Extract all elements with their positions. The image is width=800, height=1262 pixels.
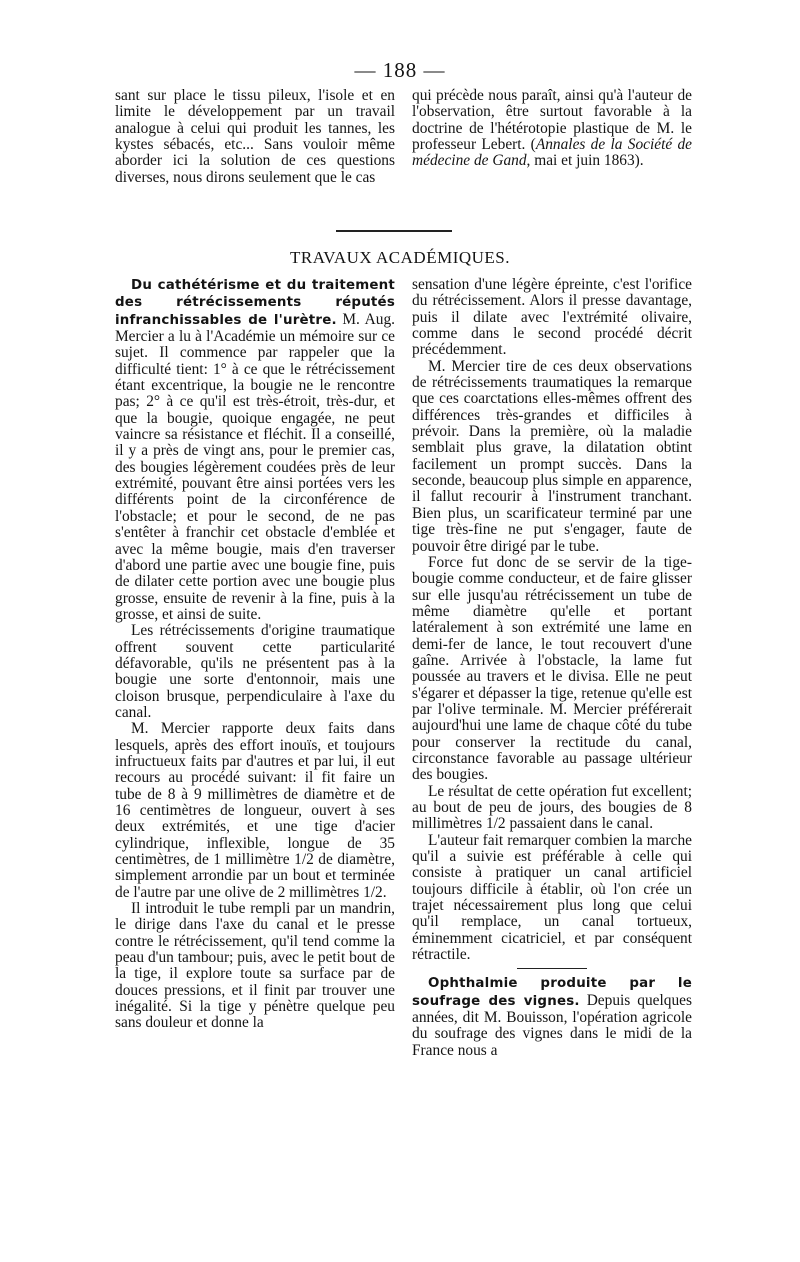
second-article-text: Depuis quelques années, dit M. Bouisson, l'opération agricole du soufrage des vignes dans le midi de la France nous a <box>412 991 692 1059</box>
citation-journal: Annales de la Société de médecine de Gand <box>412 136 692 170</box>
article-divider <box>517 968 587 969</box>
article-paragraph-4: Il introduit le tube rempli par un mandrin, le dirige dans l'axe du canal et le presse contre le rétrécissement, qu'il tend comme la peau d'un tambour; puis, avec le petit bout de la tige, il explore toute sa surface par de douces pressions, et il finit par trouver une inégalité. Si la tige y pénètre quelque peu sans douleur et donne la <box>115 900 395 1032</box>
top-right-paragraph <box>412 88 692 170</box>
article-paragraph-7: Force fut donc de se servir de la tige-bougie comme conducteur, et de faire glisser sur elle jusqu'au rétrécissement un tube de même diamètre qu'elle et portant latéralement à son extrémité une lame en demi-fer de lance, le tout recouvert d'une gaîne. Arrivée à l'obstacle, la lame fut poussée au travers et le divisa. Elle ne peut s'égarer et dépasser la tige, retenue qu'elle est par l'olive terminale. M. Mercier préférerait aujourd'hui une lame de chaque côté du tube pour conserver la rectitude du canal, circonstance favorable au passage ultérieur des bougies. <box>412 553 692 784</box>
citation-date: , mai et juin 1863). <box>526 152 644 170</box>
top-right-column <box>412 88 692 170</box>
article-paragraph-3: M. Mercier rapporte deux faits dans lesquels, après des effort inouïs, et toujours infructueux faits par d'autres et par lui, il eut recours au procédé suivant: il fit faire un tube de 8 à 9 millimètres de diamètre et de 16 centimètres de longueur, ouvert à ses deux extrémités, et une tige d'acier cylindrique, inflexible, longue de 35 centimètres, de 1 millimètre 1/2 de diamètre, simplement arrondie par un bout et terminée de l'autre par une olive de 2 millimètres 1/2. <box>115 720 395 901</box>
article-intro-paragraph <box>115 277 395 623</box>
article-paragraph-2: Les rétrécissements d'origine traumatique offrent souvent cette particularité défavorable, qu'ils ne présentent pas à la bougie une sorte d'entonnoir, mais une cloison brusque, perpendiculaire à l'axe du canal. <box>115 622 395 721</box>
section-heading: TRAVAUX ACADÉMIQUES. <box>289 248 510 267</box>
top-left-text: sant sur place le tissu pileux, l'isole et en limite le développement par un travail analogue à celui qui produit les tannes, les kystes sébacés, etc... Sans vouloir même aborder ici la solution de ces questions diverses, nous dirons seulement que le cas <box>115 87 395 186</box>
article-paragraph-9: L'auteur fait remarquer combien la marche qu'il a suivie est préférable à celle qui consiste à pratiquer un canal artificiel toujours difficile à établir, où l'on crée un trajet nécessairement plus long que celui qu'il remplace, un canal tortueux, éminemment cicatriciel, et par conséquent rétractile. <box>412 831 692 964</box>
article-title: Du cathétérisme et du traitement des rétrécissements réputés infranchissables de l'urètre. <box>115 278 395 328</box>
top-right-text: qui précède nous paraît, ainsi qu'à l'auteur de l'observation, être surtout favorable à la doctrine de l'hétérotopie plastique de M. le professeur Lebert. ( <box>412 87 692 154</box>
section-divider <box>336 230 452 232</box>
article-left-column <box>115 277 395 1032</box>
page-number: — 188 — <box>354 58 446 82</box>
article-paragraph-6: M. Mercier tire de ces deux observations de rétrécissements traumatiques la remarque que ces coarctations elles-mêmes offrent des différences très-grandes et difficiles à prévoir. Dans la première, où la maladie semblait plus grave, la dilatation obtint facilement un prompt succès. Dans la seconde, beaucoup plus simple en apparence, il fallut recourir à l'instrument tranchant. Bien plus, un scarificateur terminé par une tige très-fine ne put s'engager, faute de pouvoir être dirigé par le tube. <box>412 357 692 555</box>
second-article-paragraph <box>412 975 692 1059</box>
article-paragraph-5: sensation d'une légère épreinte, c'est l'orifice du rétrécissement. Alors il presse davantage, puis il dilate avec l'extrémité olivaire, comme dans le second procédé décrit précédemment. <box>412 276 692 359</box>
second-article-title: Ophthalmie produite par le soufrage des vignes. <box>412 976 692 1009</box>
article-paragraph-8: Le résultat de cette opération fut excellent; au bout de peu de jours, des bougies de 8 millimètres 1/2 passaient dans le canal. <box>412 782 692 833</box>
article-right-column <box>412 277 692 1059</box>
top-left-column <box>115 88 395 186</box>
article-paragraph-1: M. Aug. Mercier a lu à l'Académie un mémoire sur ce sujet. Il commence par rappeler que la difficulté tient: 1° à ce que le rétrécissement étant excentrique, la bougie ne le rencontre pas; 2° à ce qu'il est très-étroit, très-dur, et que la bougie, quoique engagée, ne peut vaincre sa résistance et fléchit. Il a conseillé, il y a près de vingt ans, pour le premier cas, des bougies légèrement coudées près de leur extrémité, pouvant être ainsi portées vers les différents point de la circonférence de l'obstacle; et pour le second, de ne pas s'entêter à franchir cet obstacle d'emblée et avec la même bougie, mais d'en traverser d'abord une partie avec une bougie fine, puis de dilater cette portion avec une bougie plus grosse, ensuite de revenir à la fine, puis à la grosse, et ainsi de suite. <box>115 310 395 623</box>
